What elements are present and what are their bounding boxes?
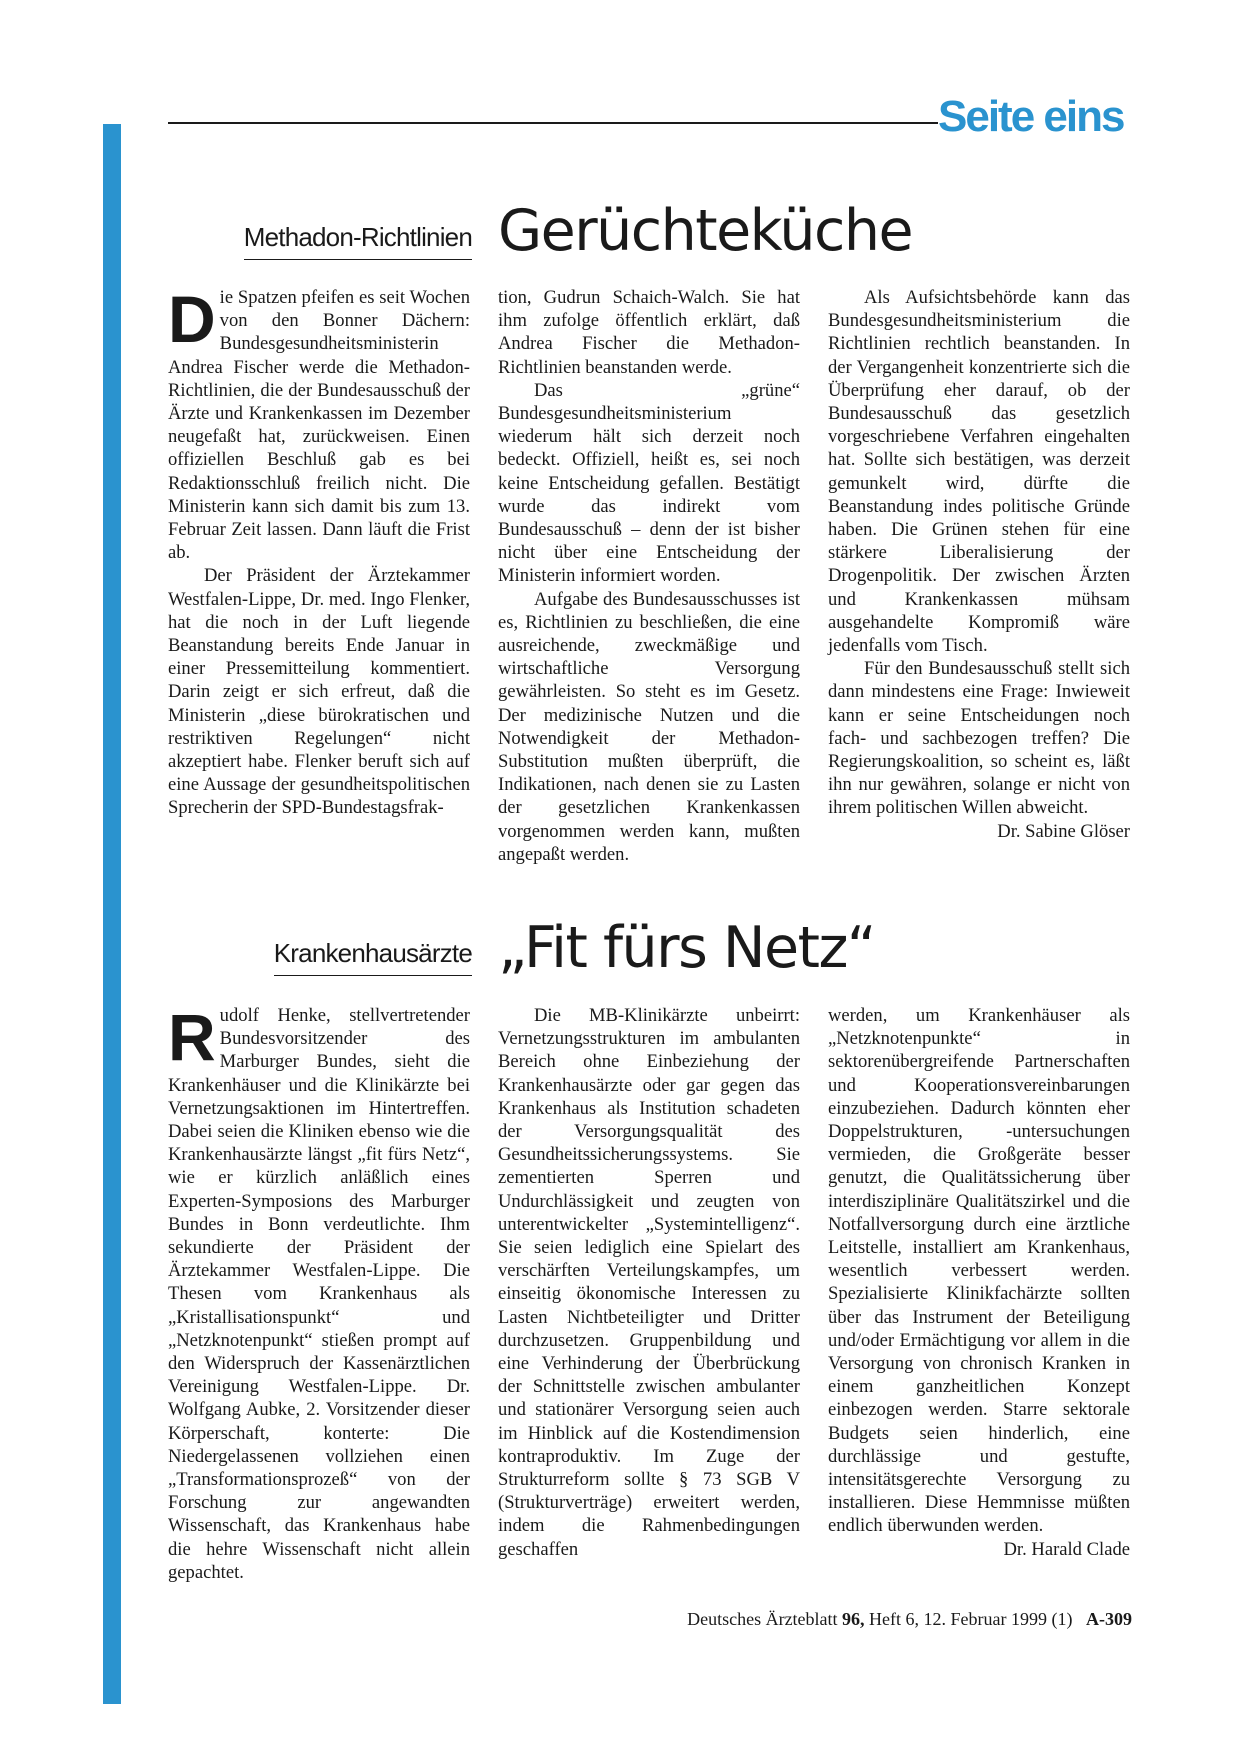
dropcap: R [168,1000,214,1074]
article1-kicker: Methadon-Richtlinien [244,222,472,260]
article2-column-1 [168,1000,470,1584]
article1-headline: Gerüchteküche [498,198,913,264]
dropcap: D [168,282,214,356]
accent-bar [103,124,121,1704]
article2-headline: „Fit fürs Netz“ [498,915,875,981]
article2-paragraph: Rudolf Henke, stellvertretender Bundesvorsitzender des Marburger Bundes, sieht die Krankenhäuser und die Klinikärzte bei Vernetzungsaktionen im Hintertreffen. Dabei seien die Kliniken ebenso wie die Krankenhausärzte längst „fit fürs Netz“, wie er kürzlich anläßlich eines Experten-Symposions des Marburger Bundes in Bonn verdeutlichte. Ihm sekundierte der Präsident der Ärztekammer Westfalen-Lippe. Die Thesen vom Krankenhaus als „Kristallisationspunkt“ und „Netzknotenpunkt“ stießen prompt auf den Widerspruch der Kassenärztlichen Vereinigung Westfalen-Lippe. Dr. Wolfgang Aubke, 2. Vorsitzender dieser Körperschaft, konterte: Die Niedergelassenen vollziehen einen „Transformationsprozeß“ von der Forschung zur angewandten Wissenschaft, das Krankenhaus habe die hehre Wissenschaft nicht allein gepachtet. [168,1000,470,1583]
article2-column-3 [828,1004,1130,1561]
article2-author: Dr. Harald Clade [1003,1538,1130,1560]
article2-paragraph: werden, um Krankenhäuser als „Netzknotenpunkte“ in sektorenübergreifende Partnerschaften und Kooperationsvereinbarungen einzubeziehen. Dadurch könnten eher Doppelstrukturen, -untersuchungen vermieden, die Großgeräte besser genutzt, die Qualitätssicherung über interdisziplinäre Qualitätszirkel und die Notfallversorgung durch eine ärztliche Leitstelle, installiert am Krankenhaus, wesentlich verbessert werden. Spezialisierte Klinikfachärzte sollten über das Instrument der Beteiligung und/oder Ermächtigung vor allem in die Versorgung von chronisch Kranken in einem ganzheitlichen Konzept einbezogen werden. Starre sektorale Budgets seien hinderlich, eine durchlässige und gestufte, intensitätsgerechte Versorgung zu installieren. Diese Hemmnisse müßten endlich überwunden werden. Dr. Harald Clade [828,1005,1130,1560]
footer-journal: Deutsches Ärzteblatt [687,1609,838,1629]
article1-paragraph: Das „grüne“ Bundesgesundheitsministerium wiederum hält sich derzeit noch bedeckt. Offiziell, heißt es, sei noch keine Entscheidung gefallen. Bestätigt wurde das indirekt vom Bundesausschuß – denn der ist bisher nicht über eine Entscheidung der Ministerin informiert worden. [498,379,800,587]
article1-column-1 [168,282,470,820]
article1-paragraph: Als Aufsichtsbehörde kann das Bundesgesundheitsministerium die Richtlinien rechtlich beanstanden. In der Vergangenheit konzentrierte sich die Überprüfung eher darauf, ob der Bundesausschuß das gesetzlich vorgeschriebene Verfahren eingehalten hat. Sollte sich bestätigen, was derzeit gemunkelt wird, dürfte die Beanstandung indes politische Gründe haben. Die Grünen stehen für eine stärkere Liberalisierung der Drogenpolitik. Der zwischen Ärzten und Krankenkassen mühsam ausgehandelte Kompromiß wäre jedenfalls vom Tisch. [828,287,1130,657]
article2-kicker: Krankenhausärzte [274,938,472,976]
section-label: Seite eins [938,92,1124,141]
article1-column-2 [498,286,800,866]
article2-paragraph: Die MB-Klinikärzte unbeirrt: Vernetzungsstrukturen im ambulanten Bereich ohne Einbeziehung der Krankenhausärzte oder gar gegen das Krankenhaus als Institution schadeten der Versorgungsqualität des Gesundheitssicherungssystems. Sie zementierten Sperren und Undurchlässigkeit und zeugten von unterentwickelter „Systemintelligenz“. Sie seien lediglich eine Spielart des verschärften Verteilungskampfes, um einseitig ökonomische Interessen zu Lasten Nichtbeteiligter und Dritter durchzusetzen. Gruppenbildung und eine Verhinderung der Überbrückung der Schnittstelle zwischen ambulanter und stationärer Versorgung seien auch im Hinblick auf die Kostendimension kontraproduktiv. Im Zuge der Strukturreform sollte § 73 SGB V (Strukturverträge) erweitert werden, indem die Rahmenbedingungen geschaffen [498,1005,800,1560]
article2-column-2 [498,1004,800,1561]
footer-volume: 96, [842,1609,865,1629]
article1-author: Dr. Sabine Glöser [997,820,1130,842]
article1-column-3 [828,286,1130,843]
article1-paragraph: Der Präsident der Ärztekammer Westfalen-Lippe, Dr. med. Ingo Flenker, hat die noch in der Luft liegende Beanstandung bereits Ende Januar in einer Pressemitteilung kommentiert. Darin zeigt er sich erfreut, daß die Ministerin „diese bürokratischen und restriktiven Regelungen“ nicht akzeptiert habe. Flenker beruft sich auf eine Aussage der gesundheitspolitischen Sprecherin der SPD-Bundestagsfrak- [168,565,470,819]
article1-paragraph: Aufgabe des Bundesausschusses ist es, Richtlinien zu beschließen, die eine ausreichende, zweckmäßige und wirtschaftliche Versorgung gewährleisten. So steht es im Gesetz. Der medizinische Nutzen und die Notwendigkeit der Methadon-Substitution mußten überprüft, die Indikationen, nach denen sie zu Lasten der gesetzlichen Krankenkassen vorgenommen werden kann, mußten angepaßt werden. [498,588,800,865]
footer-page-number: A-309 [1086,1609,1132,1629]
page-footer [687,1609,1132,1630]
article1-paragraph: tion, Gudrun Schaich-Walch. Sie hat ihm zufolge öffentlich erklärt, daß Andrea Fischer die Methadon-Richtlinien beanstanden werde. [498,287,800,378]
article1-paragraph: Für den Bundesausschuß stellt sich dann mindestens eine Frage: Inwieweit kann er seine Entscheidungen noch fach- und sachbezogen treffen? Die Regierungskoalition, so scheint es, läßt ihn nur gewähren, solange er nicht von ihrem politischen Willen abweicht. Dr. Sabine Glöser [828,658,1130,842]
article1-paragraph: Die Spatzen pfeifen es seit Wochen von den Bonner Dächern: Bundesgesundheitsministerin Andrea Fischer werde die Methadon-Richtlinien, die der Bundesausschuß der Ärzte und Krankenkassen im Dezember neugefaßt hat, zurückweisen. Einen offiziellen Beschluß gab es bei Redaktionsschluß freilich nicht. Die Ministerin kann sich damit bis zum 13. Februar Zeit lassen. Dann läuft die Frist ab. [168,282,470,564]
header-rule [168,122,938,124]
footer-issue: Heft 6, 12. Februar 1999 (1) [869,1609,1073,1629]
